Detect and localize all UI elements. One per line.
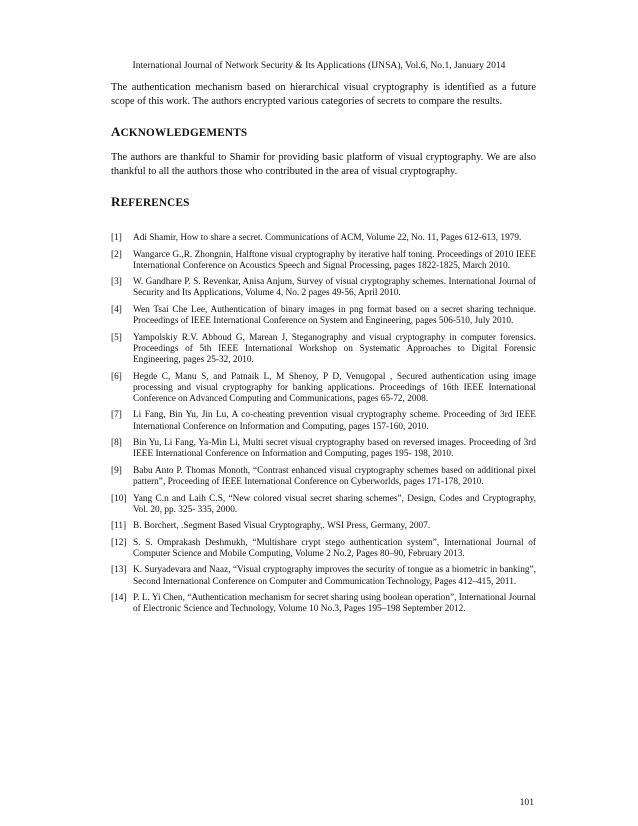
reference-text: Wangarce G.,R. Zhongnin, Halftone visual cryptography by iterative half toning. Proceedings of 2010 IEEE International Conference on Acoustics Speech and Signal Processing, pages 1822-1825, March 2010.: [133, 249, 536, 271]
reference-item: [111, 438, 536, 460]
reference-number: [5]: [111, 332, 122, 343]
reference-number: [13]: [111, 565, 127, 576]
reference-number: [14]: [111, 593, 127, 604]
reference-text: Wen Tsai Che Lee, Authentication of binary images in png format based on a secret sharing technique. Proceedings of IEEE International Conference on System and Engineering, pages 506-510, July 2010.: [133, 304, 536, 327]
reference-text: Babu Anto P. Thomas Monoth, “Contrast enhanced visual cryptography schemes based on additional pixel pattern”, Proceeding of IEEE International Conference on Cyberworlds, pages 171-178, 2010.: [133, 465, 536, 488]
acknowledgements-heading-rest: CKNOWLEDGEMENTS: [120, 127, 248, 139]
reference-item: [111, 333, 536, 367]
reference-text: Adi Shamir, How to share a secret. Communications of ACM, Volume 22, No. 11, Pages 612-613, 1979.: [133, 233, 522, 243]
reference-number: [10]: [111, 493, 127, 504]
reference-text: W. Gandhare P. S. Revenkar, Anisa Anjum, Survey of visual cryptography schemes. International Journal of Security and Its Applications, Volume 4, No. 2 pages 49-56, April 2010.: [133, 277, 536, 299]
references-heading: [111, 194, 190, 210]
references-heading-rest: EFERENCES: [120, 197, 190, 209]
reference-item: [111, 277, 536, 299]
reference-item: [111, 521, 536, 532]
reference-text: Yampolskiy R.V. Abboud G, Marean J, Steganography and visual cryptography in computer forensics. Proceedings of 5th IEEE International Workshop on Systematic Approaches to Digital Forensic Engineering, pages 25-32, 2010.: [133, 332, 536, 366]
reference-text: Li Fang, Bin Yu, Jin Lu, A co-cheating prevention visual cryptography scheme. Proceeding of 3rd IEEE International Conference on Information and Computing, pages 157-160, 2010.: [133, 410, 536, 432]
reference-text: Yang C.n and Laih C.S, “New colored visual secret sharing schemes”, Design, Codes and Cryptography, Vol. 20, pp. 325- 335, 2000.: [133, 493, 536, 515]
reference-number: [1]: [111, 233, 122, 243]
reference-item: [111, 466, 536, 488]
reference-number: [9]: [111, 465, 122, 476]
reference-item: [111, 305, 536, 327]
acknowledgements-heading: [111, 124, 247, 140]
reference-number: [3]: [111, 277, 122, 288]
reference-item: [111, 494, 536, 516]
reference-item: [111, 372, 536, 406]
reference-item: [111, 250, 536, 272]
reference-text: B. Borchert, .Segment Based Visual Cryptography,. WSI Press, Germany, 2007.: [133, 521, 431, 532]
reference-number: [8]: [111, 438, 122, 449]
acknowledgements-heading-initial: A: [111, 124, 121, 139]
references-heading-initial: R: [111, 194, 121, 209]
reference-number: [11]: [111, 521, 127, 532]
reference-item: [111, 593, 536, 615]
reference-item: [111, 538, 536, 560]
reference-number: [4]: [111, 304, 122, 315]
intro-paragraph: The authentication mechanism based on hierarchical visual cryptography is identified as a future scope of this work. The authors encrypted various categories of secrets to compare the results.: [111, 82, 536, 107]
reference-item: [111, 233, 536, 244]
acknowledgements-paragraph: The authors are thankful to Shamir for providing basic platform of visual cryptography. We are also thankful to all the authors those who contributed in the area of visual cryptography.: [111, 152, 536, 177]
reference-text: P. L. Yi Chen, “Authentication mechanism for secret sharing using boolean operation”, International Journal of Electronic Science and Technology, Volume 10 No.3, Pages 195–198 September 2012.: [133, 593, 536, 615]
reference-text: S. S. Omprakash Deshmukh, “Multishare crypt stego authentication system”, International Journal of Computer Science and Mobile Computing, Volume 2 No.2, Pages 80–90, February 2013.: [133, 537, 536, 559]
reference-number: [6]: [111, 371, 122, 382]
reference-number: [2]: [111, 249, 122, 260]
running-header: International Journal of Network Security & Its Applications (IJNSA), Vol.6, No.1, January 2014: [132, 60, 506, 71]
reference-text: Bin Yu, Li Fang, Ya-Min Li, Multi secret visual cryptography based on reversed images. Proceeding of 3rd IEEE International Conference on Information and Computing, pages 195- 198, 2010.: [133, 438, 536, 460]
references-list: [111, 233, 536, 621]
reference-number: [7]: [111, 410, 122, 421]
page-number: 101: [519, 797, 534, 808]
reference-item: [111, 565, 536, 587]
reference-number: [12]: [111, 537, 127, 548]
reference-text: Hegde C, Manu S, and Patnaik L, M Shenoy, P D, Venugopal , Secured authentication using image processing and visual cryptography for banking applications. Proceedings of 16th IEEE International Conference on Advanced Computing and Communications, pages 65-72, 2008.: [133, 371, 536, 404]
reference-item: [111, 410, 536, 432]
reference-text: K. Suryadevara and Naaz, “Visual cryptography improves the security of tongue as a biometric in banking”, Second International Conference on Computer and Communication Technology, Pages 412–415, 2011.: [133, 565, 536, 587]
